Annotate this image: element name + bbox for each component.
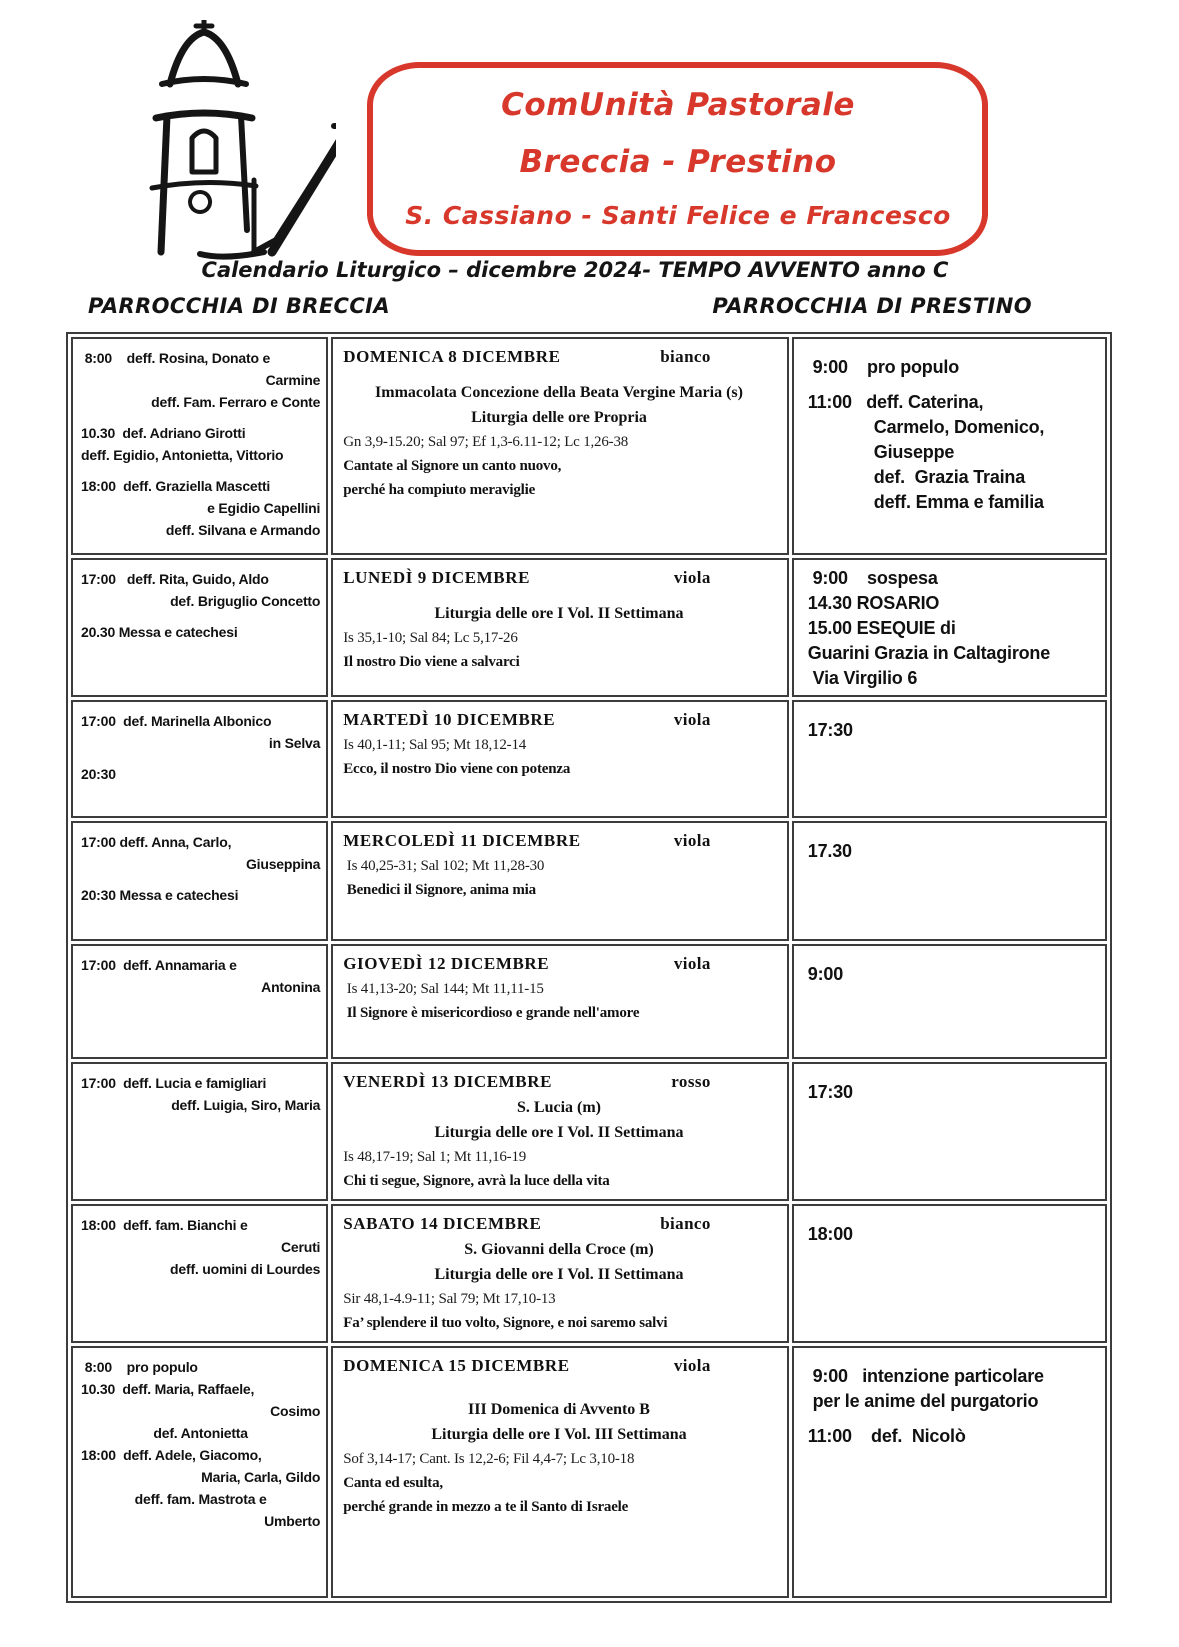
- prestino-cell: [792, 821, 1107, 941]
- breccia-intention-line: deff. Silvana e Armando: [165, 522, 321, 538]
- feast-line: S. Giovanni della Croce (m): [464, 1241, 654, 1258]
- feast-block: [343, 380, 775, 430]
- prestino-intention-line: 9:00 sospesa: [807, 568, 938, 588]
- breccia-intention-lines: [73, 560, 326, 647]
- readings-line: Is 35,1-10; Sal 84; Lc 5,17-26: [343, 630, 518, 646]
- day-title: DOMENICA 15 DICEMBRE: [343, 1356, 570, 1375]
- breccia-intention-line: Maria, Carla, Gildo: [201, 1469, 321, 1485]
- day-cell-content: [333, 1348, 787, 1585]
- prestino-intention-line: 9:00: [807, 964, 844, 984]
- antiphon-line: Fa’ splendere il tuo volto, Signore, e noi saremo salvi: [343, 1315, 668, 1331]
- prestino-intention-line: def. Grazia Traina: [873, 467, 1026, 487]
- breccia-intention-line: 8:00 pro populo: [81, 1359, 198, 1375]
- prestino-intention-line: 11:00 def. Nicolò: [807, 1426, 966, 1446]
- breccia-intention-line: def. Antonietta: [153, 1425, 248, 1441]
- breccia-intention-line: deff. Fam. Ferraro e Conte: [151, 394, 321, 410]
- prestino-cell: [792, 700, 1107, 818]
- readings-line: Gn 3,9-15.20; Sal 97; Ef 1,3-6.11-12; Lc 1,26-38: [343, 434, 629, 450]
- readings-block: [343, 430, 775, 502]
- day-title: MARTEDÌ 10 DICEMBRE: [343, 710, 556, 729]
- prestino-cell: [792, 1346, 1107, 1598]
- community-parishes: Breccia - Prestino: [519, 143, 837, 180]
- calendar-row: [71, 337, 1107, 555]
- breccia-intention-line: def. Briguglio Concetto: [170, 593, 321, 609]
- readings-block: [343, 977, 775, 1025]
- feast-line: Liturgia delle ore I Vol. II Settimana: [434, 605, 684, 622]
- day-header: [343, 1354, 775, 1379]
- blank-line: [81, 875, 320, 884]
- breccia-intention-line: 17:00 def. Marinella Albonico: [81, 713, 272, 729]
- liturgical-color-label: viola: [673, 710, 711, 729]
- breccia-intention-line: 20:30 Messa e catechesi: [81, 887, 239, 903]
- day-title: SABATO 14 DICEMBRE: [343, 1214, 542, 1233]
- calendar-row: [71, 1346, 1107, 1598]
- day-title: GIOVEDÌ 12 DICEMBRE: [343, 954, 550, 973]
- day-cell: [331, 700, 789, 818]
- breccia-intention-line: 10.30 def. Adriano Girotti: [81, 425, 246, 441]
- breccia-intention-line: deff. Luigia, Siro, Maria: [171, 1097, 321, 1113]
- liturgical-color-label: viola: [673, 568, 711, 587]
- feast-line: Liturgia delle ore I Vol. II Settimana: [434, 1266, 684, 1283]
- breccia-intention-line: e Egidio Capellini: [207, 500, 321, 516]
- prestino-intention-lines: [794, 1064, 1105, 1109]
- day-header: [343, 1070, 775, 1095]
- breccia-intention-line: 17:00 deff. Anna, Carlo,: [81, 834, 232, 850]
- readings-line: Is 40,1-11; Sal 95; Mt 18,12-14: [343, 737, 527, 753]
- prestino-intention-lines: [794, 1348, 1105, 1453]
- breccia-intention-lines: [73, 1206, 326, 1284]
- breccia-intention-line: 18:00 deff. fam. Bianchi e: [81, 1217, 248, 1233]
- calendar-row: [71, 558, 1107, 697]
- day-header: [343, 1212, 775, 1237]
- antiphon-line: perché grande in mezzo a te il Santo di Israele: [343, 1499, 629, 1515]
- blank-line: [808, 380, 1097, 390]
- breccia-intention-lines: [73, 702, 326, 789]
- breccia-intention-line: in Selva: [268, 735, 321, 751]
- day-cell: [331, 337, 789, 555]
- antiphon-line: perché ha compiuto meraviglie: [343, 482, 536, 498]
- prestino-intention-line: Giuseppe: [873, 442, 955, 462]
- breccia-cell: [71, 558, 328, 697]
- breccia-intention-line: 10.30 deff. Maria, Raffaele,: [81, 1381, 255, 1397]
- blank-line: [808, 829, 1097, 839]
- blank-line: [81, 413, 320, 422]
- breccia-intention-lines: [73, 946, 326, 1002]
- day-cell: [331, 821, 789, 941]
- feast-block: [343, 1397, 775, 1447]
- parish-header-breccia: PARROCCHIA DI BRECCIA: [88, 294, 391, 318]
- readings-block: [343, 1145, 775, 1193]
- parish-headers: [66, 294, 1112, 318]
- feast-block: [343, 1237, 775, 1287]
- day-cell-content: [333, 1206, 787, 1341]
- breccia-intention-lines: [73, 1064, 326, 1120]
- liturgical-color-label: rosso: [671, 1072, 711, 1091]
- day-cell-content: [333, 1064, 787, 1199]
- day-header: [343, 566, 775, 591]
- prestino-intention-line: 11:00 deff. Caterina,: [807, 392, 984, 412]
- feast-line: Immacolata Concezione della Beata Vergine Maria (s): [375, 384, 743, 401]
- breccia-cell: [71, 700, 328, 818]
- day-cell: [331, 558, 789, 697]
- community-churches: S. Cassiano - Santi Felice e Francesco: [405, 200, 951, 230]
- breccia-intention-line: 20:30: [81, 766, 116, 782]
- blank-line: [808, 1354, 1097, 1364]
- prestino-intention-lines: [794, 702, 1105, 747]
- breccia-intention-line: deff. fam. Mastrota e: [134, 1491, 267, 1507]
- antiphon-line: Canta ed esulta,: [343, 1475, 443, 1491]
- prestino-intention-line: 17:30: [807, 720, 853, 740]
- readings-block: [343, 1287, 775, 1335]
- readings-line: Sof 3,14-17; Cant. Is 12,2-6; Fil 4,4-7; Lc 3,10-18: [343, 1451, 635, 1467]
- breccia-intention-line: deff. uomini di Lourdes: [170, 1261, 321, 1277]
- antiphon-line: Ecco, il nostro Dio viene con potenza: [343, 761, 571, 777]
- day-cell-content: [333, 560, 787, 680]
- breccia-cell: [71, 1062, 328, 1201]
- breccia-intention-line: deff. Egidio, Antonietta, Vittorio: [81, 447, 284, 463]
- day-cell-content: [333, 946, 787, 1031]
- prestino-cell: [792, 558, 1107, 697]
- breccia-intention-lines: [73, 1348, 326, 1536]
- calendar-row: [71, 944, 1107, 1059]
- calendar-row: [71, 700, 1107, 818]
- breccia-intention-line: Antonina: [261, 979, 321, 995]
- day-header: [343, 708, 775, 733]
- antiphon-line: Benedici il Signore, anima mia: [343, 882, 536, 898]
- readings-block: [343, 1447, 775, 1519]
- feast-line: S. Lucia (m): [517, 1099, 601, 1116]
- prestino-intention-line: 17.30: [807, 841, 852, 861]
- prestino-intention-lines: [794, 560, 1105, 695]
- readings-line: Is 48,17-19; Sal 1; Mt 11,16-19: [343, 1149, 527, 1165]
- day-title: MERCOLEDÌ 11 DICEMBRE: [343, 831, 581, 850]
- prestino-intention-line: Carmelo, Domenico,: [873, 417, 1045, 437]
- blank-line: [808, 345, 1097, 355]
- blank-line: [81, 754, 320, 763]
- antiphon-line: Cantate al Signore un canto nuovo,: [343, 458, 562, 474]
- prestino-intention-line: Guarini Grazia in Caltagirone: [807, 643, 1051, 663]
- liturgical-color-label: viola: [673, 831, 711, 850]
- blank-line: [808, 952, 1097, 962]
- breccia-intention-line: 20.30 Messa e catechesi: [81, 624, 238, 640]
- day-cell: [331, 944, 789, 1059]
- day-cell: [331, 1204, 789, 1343]
- prestino-cell: [792, 1062, 1107, 1201]
- prestino-intention-lines: [794, 1206, 1105, 1251]
- blank-line: [808, 1212, 1097, 1222]
- prestino-intention-line: per le anime del purgatorio: [807, 1391, 1039, 1411]
- readings-block: [343, 854, 775, 902]
- church-tower-sketch-icon: [104, 20, 336, 264]
- calendar-row: [71, 1062, 1107, 1201]
- day-title: DOMENICA 8 DICEMBRE: [343, 347, 561, 366]
- day-title: LUNEDÌ 9 DICEMBRE: [343, 568, 531, 587]
- breccia-intention-line: Umberto: [264, 1513, 321, 1529]
- day-cell: [331, 1346, 789, 1598]
- feast-line: Liturgia delle ore Propria: [471, 409, 647, 426]
- calendar-row: [71, 1204, 1107, 1343]
- liturgical-color-label: viola: [673, 954, 711, 973]
- breccia-cell: [71, 944, 328, 1059]
- breccia-cell: [71, 821, 328, 941]
- breccia-intention-line: 17:00 deff. Annamaria e: [81, 957, 237, 973]
- prestino-intention-line: 9:00 intenzione particolare: [807, 1366, 1044, 1386]
- prestino-cell: [792, 337, 1107, 555]
- liturgical-color-label: viola: [673, 1356, 711, 1375]
- breccia-intention-line: 8:00 deff. Rosina, Donato e: [81, 350, 271, 366]
- blank-line: [808, 708, 1097, 718]
- prestino-intention-line: 18:00: [807, 1224, 853, 1244]
- antiphon-line: Il nostro Dio viene a salvarci: [343, 654, 520, 670]
- breccia-intention-line: Giuseppina: [245, 856, 321, 872]
- day-cell-content: [333, 702, 787, 787]
- header-title-block: [362, 52, 994, 264]
- feast-line: III Domenica di Avvento B: [468, 1401, 650, 1418]
- breccia-intention-line: 17:00 deff. Lucia e famigliari: [81, 1075, 267, 1091]
- readings-line: Sir 48,1-4.9-11; Sal 79; Mt 17,10-13: [343, 1291, 556, 1307]
- breccia-intention-line: 18:00 deff. Graziella Mascetti: [81, 478, 271, 494]
- parish-header-prestino: PARROCCHIA DI PRESTINO: [712, 294, 1032, 318]
- prestino-cell: [792, 1204, 1107, 1343]
- feast-block: [343, 601, 775, 626]
- readings-line: Is 40,25-31; Sal 102; Mt 11,28-30: [343, 858, 545, 874]
- antiphon-line: Chi ti segue, Signore, avrà la luce della vita: [343, 1173, 610, 1189]
- blank-line: [81, 612, 320, 621]
- day-title: VENERDÌ 13 DICEMBRE: [343, 1072, 553, 1091]
- readings-block: [343, 733, 775, 781]
- day-header: [343, 829, 775, 854]
- readings-line: Is 41,13-20; Sal 144; Mt 11,11-15: [343, 981, 544, 997]
- feast-block: [343, 1095, 775, 1145]
- day-header: [343, 345, 775, 370]
- prestino-intention-lines: [794, 946, 1105, 991]
- day-cell: [331, 1062, 789, 1201]
- breccia-intention-lines: [73, 339, 326, 545]
- calendar-subtitle: Calendario Liturgico – dicembre 2024- TEMPO AVVENTO anno C: [201, 258, 949, 282]
- blank-line: [808, 1070, 1097, 1080]
- prestino-intention-line: 14.30 ROSARIO: [807, 593, 940, 613]
- community-title: ComUnità Pastorale: [501, 86, 855, 123]
- feast-line: Liturgia delle ore I Vol. II Settimana: [434, 1124, 684, 1141]
- blank-line: [81, 466, 320, 475]
- prestino-intention-line: 15.00 ESEQUIE di: [807, 618, 956, 638]
- breccia-intention-line: Ceruti: [280, 1239, 321, 1255]
- breccia-cell: [71, 337, 328, 555]
- blank-line: [808, 1414, 1097, 1424]
- day-cell-content: [333, 823, 787, 908]
- readings-block: [343, 626, 775, 674]
- day-header: [343, 952, 775, 977]
- breccia-intention-lines: [73, 823, 326, 910]
- breccia-intention-line: Carmine: [265, 372, 321, 388]
- antiphon-line: Il Signore è misericordioso e grande nell'amore: [343, 1005, 640, 1021]
- feast-line: Liturgia delle ore I Vol. III Settimana: [431, 1426, 687, 1443]
- breccia-intention-line: 18:00 deff. Adele, Giacomo,: [81, 1447, 262, 1463]
- breccia-cell: [71, 1204, 328, 1343]
- breccia-intention-line: 17:00 deff. Rita, Guido, Aldo: [81, 571, 269, 587]
- liturgical-calendar-table: [66, 332, 1112, 1603]
- prestino-intention-line: 17:30: [807, 1082, 853, 1102]
- breccia-intention-line: Cosimo: [270, 1403, 321, 1419]
- prestino-intention-lines: [794, 339, 1105, 519]
- liturgical-color-label: bianco: [660, 347, 711, 366]
- prestino-intention-line: Via Virgilio 6: [807, 668, 918, 688]
- prestino-intention-line: 9:00 pro populo: [807, 357, 959, 377]
- prestino-intention-lines: [794, 823, 1105, 868]
- prestino-intention-line: deff. Emma e familia: [873, 492, 1044, 512]
- day-cell-content: [333, 339, 787, 538]
- breccia-cell: [71, 1346, 328, 1598]
- liturgical-color-label: bianco: [660, 1214, 711, 1233]
- prestino-cell: [792, 944, 1107, 1059]
- calendar-row: [71, 821, 1107, 941]
